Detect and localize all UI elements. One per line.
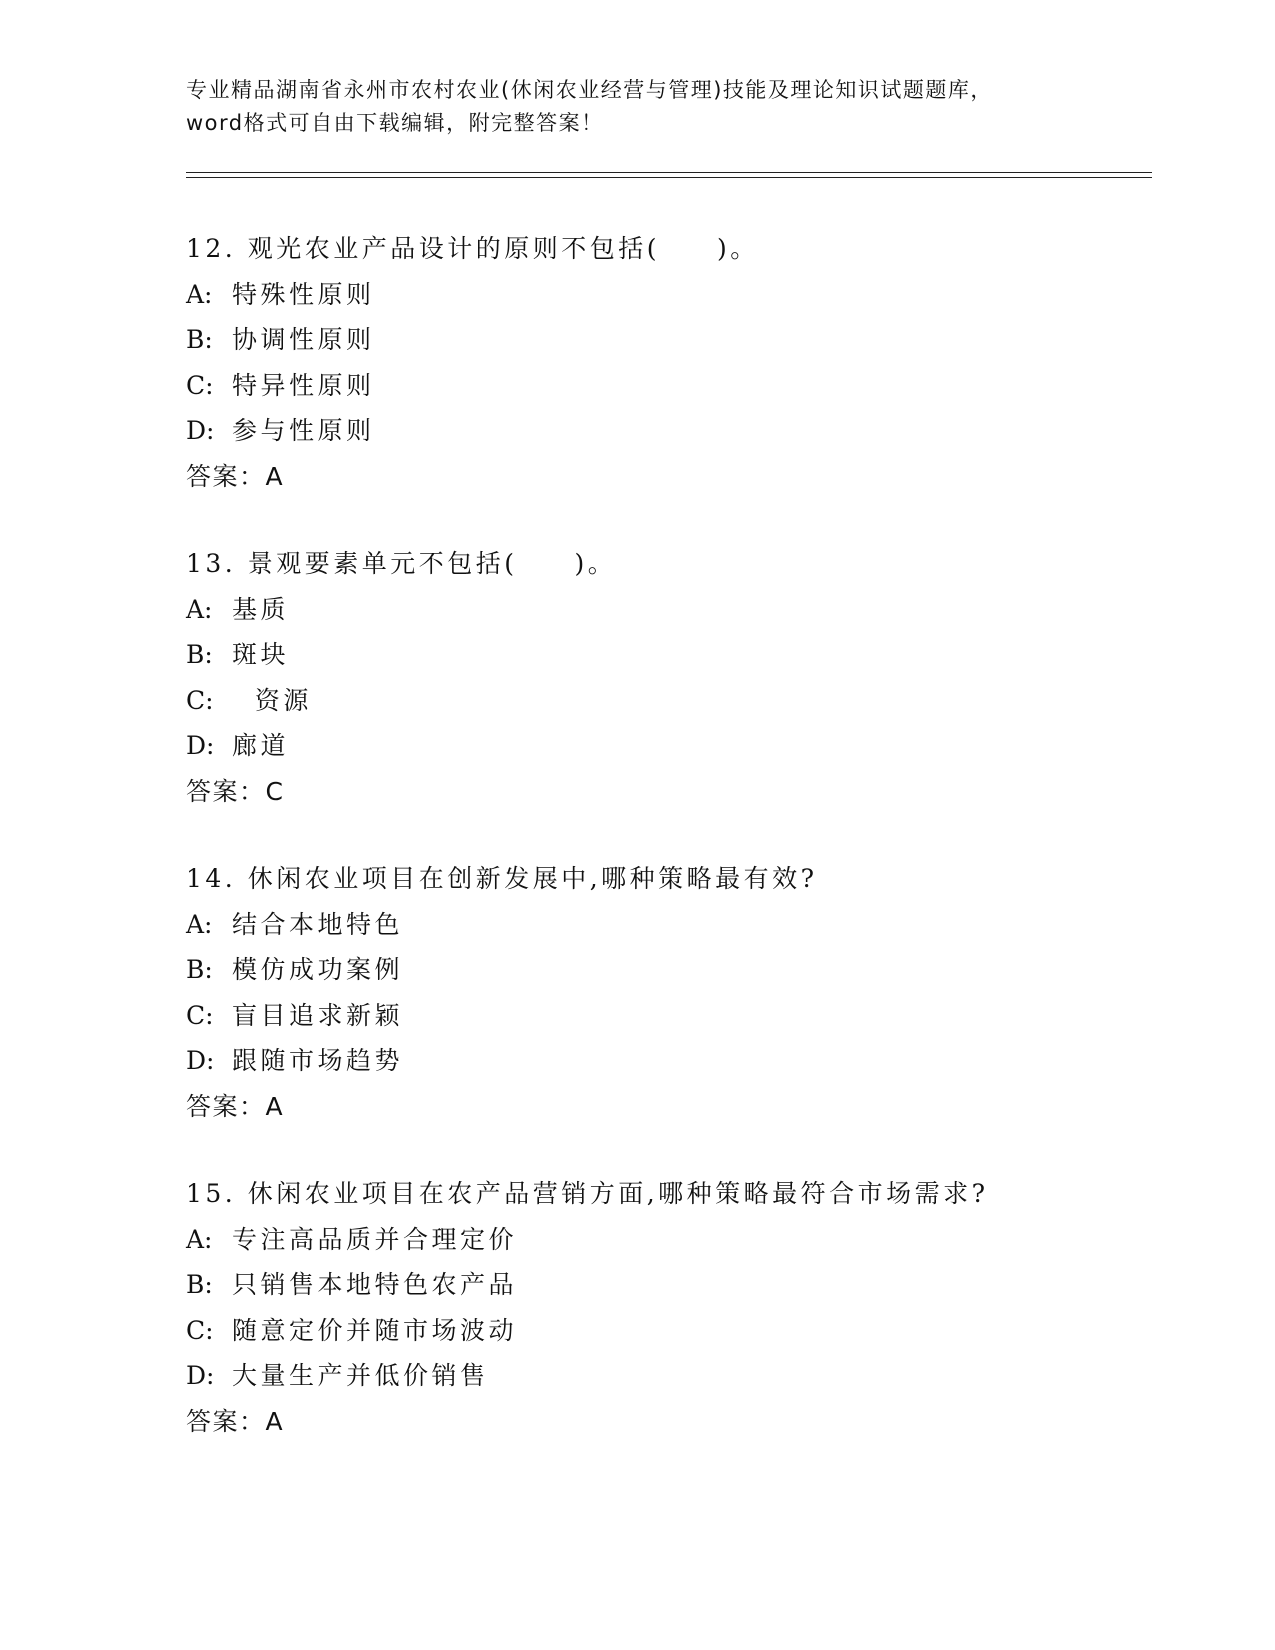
option-key: D: [186,416,215,445]
option-text: 跟随市场趋势 [232,1046,404,1075]
question-15 [186,1171,1146,1444]
option-b [186,947,1146,993]
option-key: D: [186,731,215,760]
option-text: 参与性原则 [232,416,375,445]
option-text: 特异性原则 [232,370,375,400]
option-text: 盲目追求新颖 [232,1000,404,1030]
option-text: 结合本地特色 [232,909,404,939]
answer: 答案：C [186,776,285,806]
option-a [186,272,1146,318]
answer: 答案：A [186,1406,285,1436]
question-13 [186,541,1146,814]
option-c [186,993,1146,1039]
question-stem: 12. 观光农业产品设计的原则不包括( )。 [186,234,759,263]
question-stem: 13. 景观要素单元不包括( )。 [186,549,617,578]
question-stem: 14. 休闲农业项目在创新发展中,哪种策略最有效? [186,864,818,893]
option-key: A: [186,594,213,624]
question-12 [186,226,1146,499]
option-text: 资源 [232,685,312,715]
option-text: 廊道 [232,731,290,760]
option-key: C: [186,370,214,400]
option-key: A: [186,909,213,939]
header-line-2: word格式可自由下载编辑，附完整答案！ [186,111,604,135]
header-divider-top [186,172,1152,173]
header-line-1: 专业精品湖南省永州市农村农业(休闲农业经营与管理)技能及理论知识试题题库， [186,78,993,102]
option-text: 斑块 [232,640,290,669]
question-stem: 15. 休闲农业项目在农产品营销方面,哪种策略最符合市场需求? [186,1179,989,1208]
option-text: 专注高品质并合理定价 [232,1224,518,1254]
option-text: 模仿成功案例 [232,955,404,984]
option-d [186,1038,1146,1084]
answer: 答案：A [186,1091,285,1121]
option-d [186,723,1146,769]
option-d [186,408,1146,454]
option-d [186,1353,1146,1399]
option-key: B: [186,1270,213,1299]
option-text: 只销售本地特色农产品 [232,1270,518,1299]
option-a [186,902,1146,948]
option-key: B: [186,325,213,354]
option-c [186,1308,1146,1354]
option-key: A: [186,279,213,309]
option-key: B: [186,640,213,669]
answer: 答案：A [186,461,285,491]
option-key: A: [186,1224,213,1254]
document-header [186,74,1086,140]
option-a [186,1217,1146,1263]
option-text: 大量生产并低价销售 [232,1361,489,1390]
option-c [186,678,1146,724]
option-key: C: [186,1315,214,1345]
question-14 [186,856,1146,1129]
option-key: C: [186,685,214,715]
option-key: C: [186,1000,214,1030]
option-text: 协调性原则 [232,325,375,354]
option-b [186,317,1146,363]
option-text: 随意定价并随市场波动 [232,1315,518,1345]
header-divider-bottom [186,177,1152,178]
option-a [186,587,1146,633]
option-b [186,1262,1146,1308]
option-text: 特殊性原则 [232,279,375,309]
option-key: B: [186,955,213,984]
option-key: D: [186,1046,215,1075]
option-c [186,363,1146,409]
option-text: 基质 [232,594,290,624]
option-key: D: [186,1361,215,1390]
option-b [186,632,1146,678]
